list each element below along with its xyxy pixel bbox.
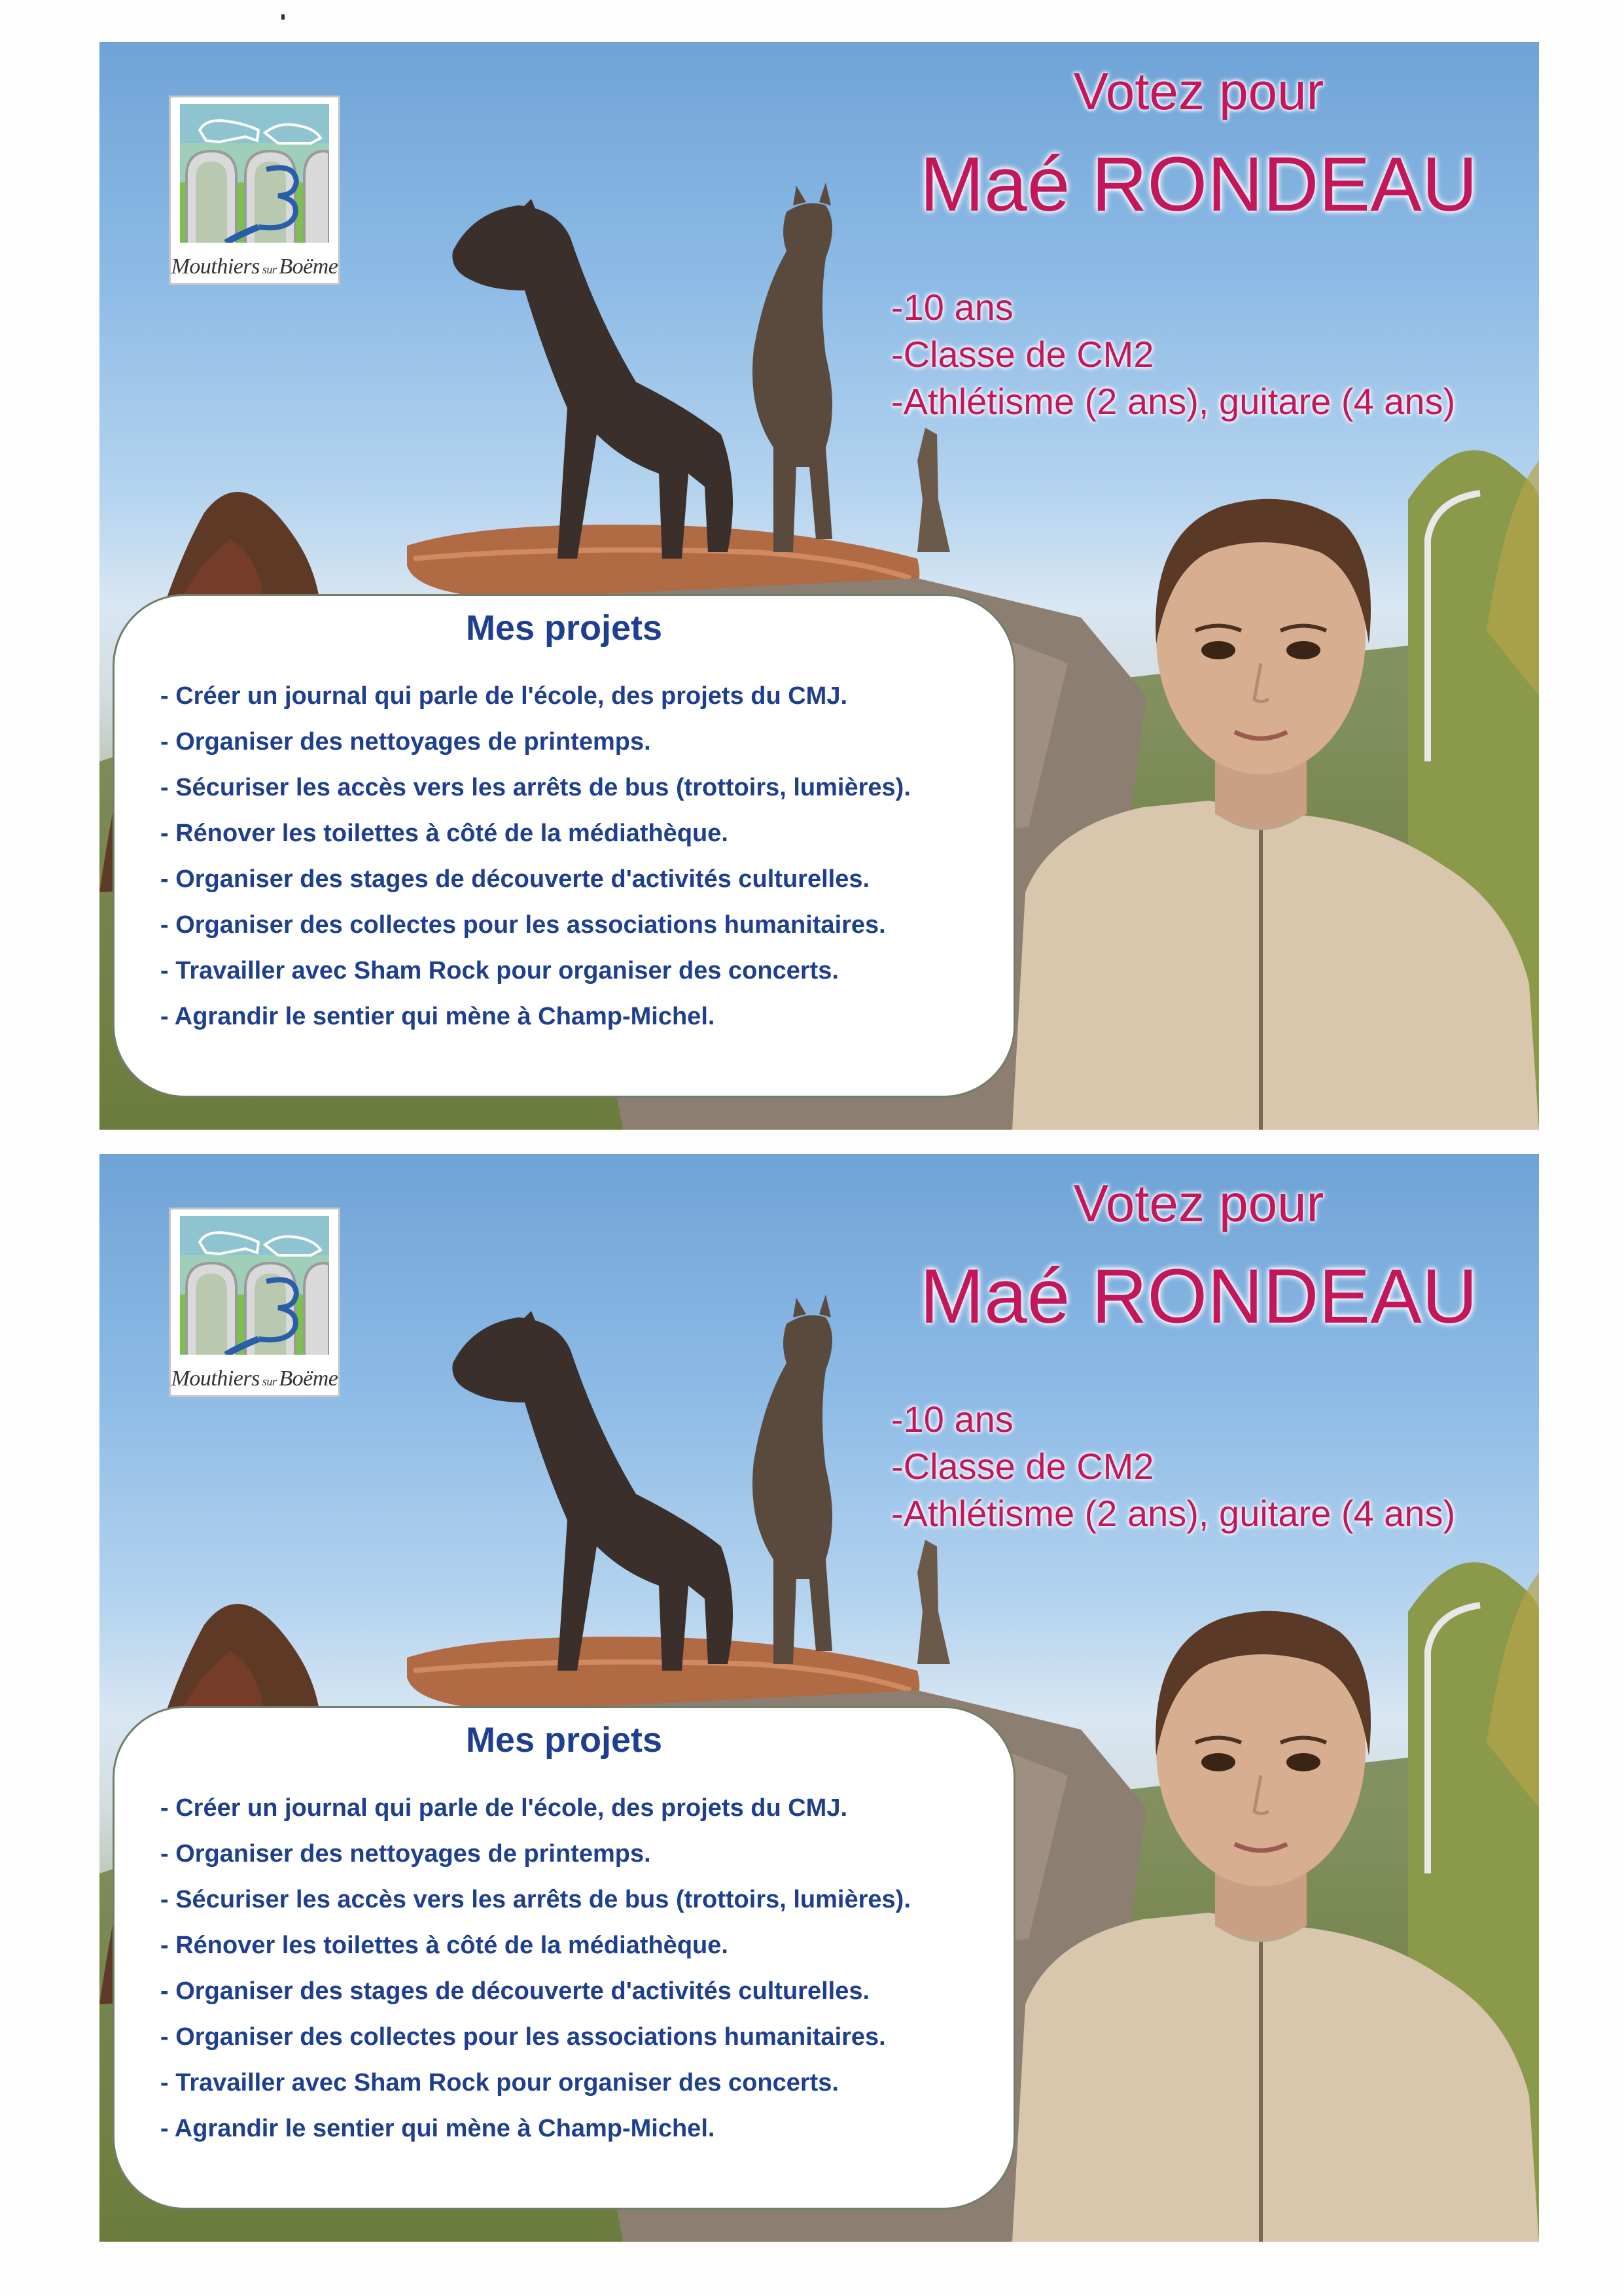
logo-emblem <box>180 104 329 243</box>
project-item: - Agrandir le sentier qui mène à Champ-Michel. <box>160 2115 715 2142</box>
candidate-details <box>891 284 1455 425</box>
project-item: - Agrandir le sentier qui mène à Champ-Michel. <box>160 1003 715 1030</box>
projects-box <box>113 594 1015 1098</box>
projects-list <box>160 1785 911 2151</box>
project-item: - Travailler avec Sham Rock pour organiser des concerts. <box>160 2069 839 2096</box>
projects-list <box>160 673 911 1039</box>
page-mark <box>281 14 285 20</box>
vote-label: Votez pour <box>1073 62 1324 120</box>
flyer-bottom <box>99 1154 1539 2242</box>
candidate-name: Maé RONDEAU <box>919 141 1478 228</box>
project-item: - Organiser des nettoyages de printemps. <box>160 1840 651 1868</box>
projects-title: Mes projets <box>465 1720 663 1760</box>
candidate-details <box>891 1396 1455 1537</box>
detail-activities: -Athlétisme (2 ans), guitare (4 ans) <box>891 1493 1456 1534</box>
logo-text: Mouthiers sur Boëme <box>171 1366 338 1391</box>
flyer-top <box>99 42 1539 1130</box>
projects-box <box>113 1706 1015 2210</box>
logo-text: Mouthiers sur Boëme <box>171 254 338 279</box>
project-item: - Organiser des stages de découverte d'activités culturelles. <box>160 865 870 893</box>
candidate-portrait <box>1012 1586 1539 2242</box>
candidate-portrait <box>1012 474 1539 1130</box>
project-item: - Créer un journal qui parle de l'école, des projets du CMJ. <box>160 682 848 710</box>
vote-label: Votez pour <box>1073 1174 1324 1232</box>
project-item: - Organiser des nettoyages de printemps. <box>160 728 651 756</box>
detail-class: -Classe de CM2 <box>891 1446 1154 1487</box>
project-item: - Sécuriser les accès vers les arrêts de bus (trottoirs, lumières). <box>160 774 911 801</box>
project-item: - Travailler avec Sham Rock pour organiser des concerts. <box>160 957 839 984</box>
projects-title: Mes projets <box>465 608 663 648</box>
candidate-name: Maé RONDEAU <box>919 1253 1478 1340</box>
project-item: - Créer un journal qui parle de l'école, des projets du CMJ. <box>160 1794 848 1822</box>
municipality-logo <box>169 96 340 285</box>
logo-emblem <box>180 1216 329 1355</box>
project-item: - Organiser des collectes pour les associations humanitaires. <box>160 911 886 939</box>
detail-age: -10 ans <box>891 287 1014 328</box>
project-item: - Organiser des collectes pour les associations humanitaires. <box>160 2023 886 2051</box>
project-item: - Rénover les toilettes à côté de la médiathèque. <box>160 1932 728 1959</box>
detail-age: -10 ans <box>891 1399 1014 1440</box>
project-item: - Rénover les toilettes à côté de la médiathèque. <box>160 820 728 847</box>
municipality-logo <box>169 1208 340 1397</box>
detail-class: -Classe de CM2 <box>891 334 1154 375</box>
project-item: - Sécuriser les accès vers les arrêts de bus (trottoirs, lumières). <box>160 1886 911 1913</box>
detail-activities: -Athlétisme (2 ans), guitare (4 ans) <box>891 381 1456 422</box>
project-item: - Organiser des stages de découverte d'activités culturelles. <box>160 1977 870 2005</box>
